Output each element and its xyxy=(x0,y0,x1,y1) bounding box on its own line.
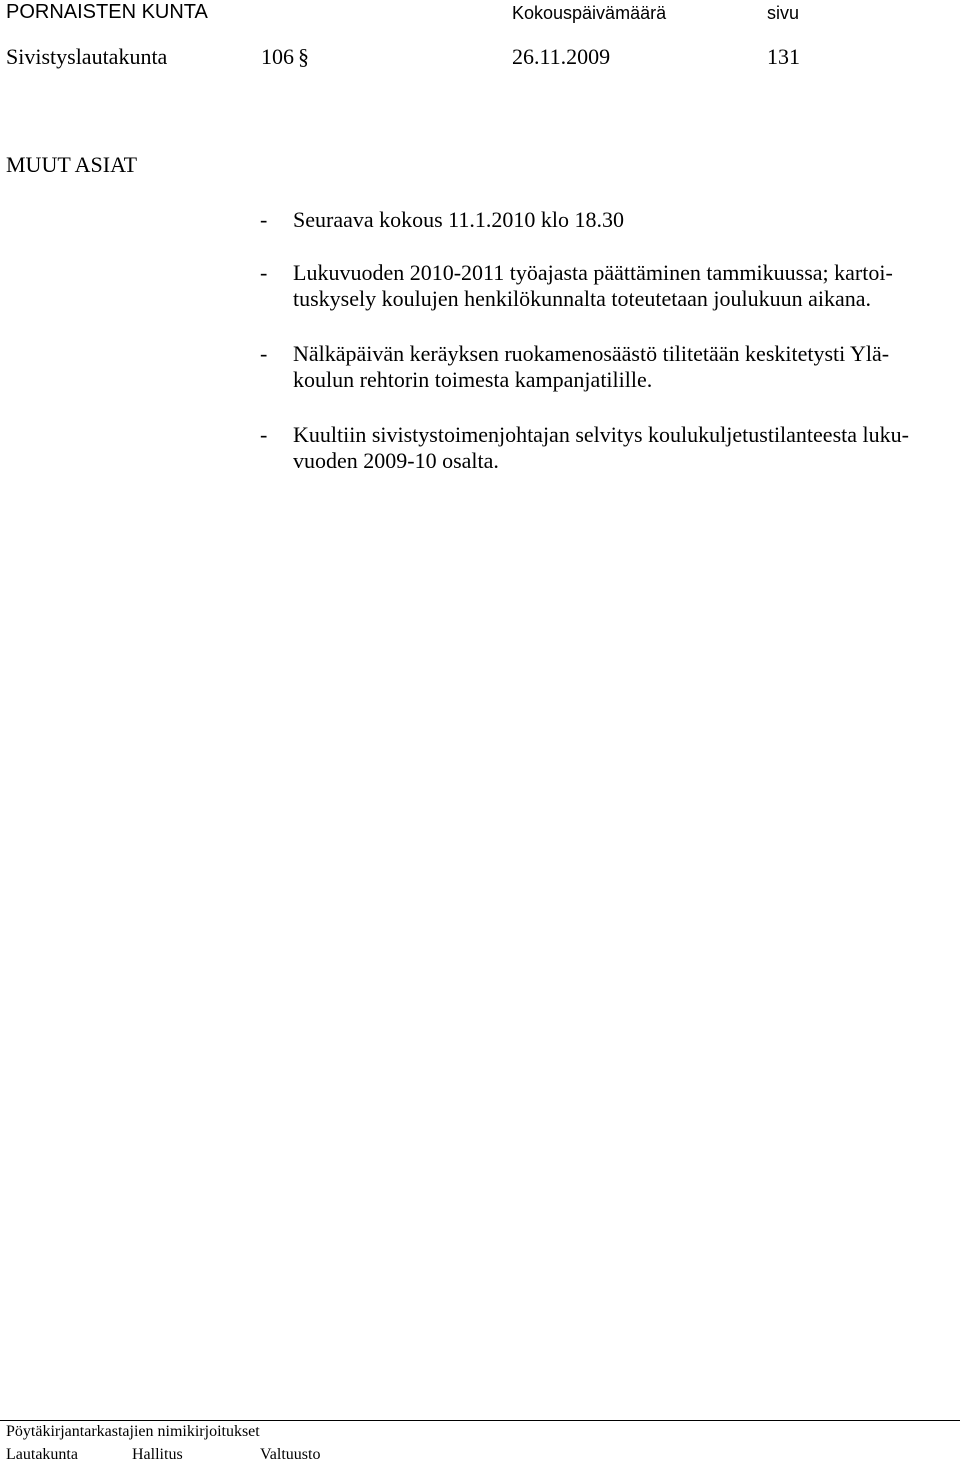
list-item-text xyxy=(293,207,953,233)
page-label: sivu xyxy=(767,3,800,23)
footer-signatures-title: Pöytäkirjantarkastajien nimikirjoitukset xyxy=(6,1423,260,1440)
bullet-dash: - xyxy=(260,422,268,447)
list-item-line: koulun rehtorin toimesta kampanjatilille. xyxy=(293,367,653,392)
bullet-dash: - xyxy=(260,260,268,285)
meeting-date: 26.11.2009 xyxy=(512,44,611,69)
list-item-line: Kuultiin sivistystoimenjohtajan selvitys koulukuljetustilanteesta luku- xyxy=(293,422,909,447)
section-heading: MUUT ASIAT xyxy=(6,152,138,177)
meeting-date-label: Kokouspäivämäärä xyxy=(512,3,667,23)
list-item-line: Nälkäpäivän keräyksen ruokamenosäästö tilitetään keskitetysti Ylä- xyxy=(293,341,890,366)
organization-name: PORNAISTEN KUNTA xyxy=(6,1,208,23)
bullet-dash: - xyxy=(260,341,268,366)
section-sign-icon: § xyxy=(298,44,309,69)
footer-board-signature-label: Lautakunta xyxy=(6,1446,78,1463)
footer-council-signature-label: Valtuusto xyxy=(260,1446,321,1463)
list-item-line: tuskysely koulujen henkilökunnalta toteutetaan joulukuun aikana. xyxy=(293,286,871,311)
list-item-line: vuoden 2009-10 osalta. xyxy=(293,448,499,473)
list-item-line: Seuraava kokous 11.1.2010 klo 18.30 xyxy=(293,207,624,232)
list-item-text xyxy=(293,260,953,312)
page-number: 131 xyxy=(767,44,800,69)
section-number: 106 xyxy=(261,44,294,69)
footer-divider xyxy=(0,1420,960,1421)
list-item-text xyxy=(293,422,953,474)
footer-government-signature-label: Hallitus xyxy=(132,1446,183,1463)
board-name: Sivistyslautakunta xyxy=(6,44,168,69)
bullet-dash: - xyxy=(260,207,268,232)
list-item-line: Lukuvuoden 2010-2011 työajasta päättäminen tammikuussa; kartoi- xyxy=(293,260,893,285)
list-item-text xyxy=(293,341,953,393)
